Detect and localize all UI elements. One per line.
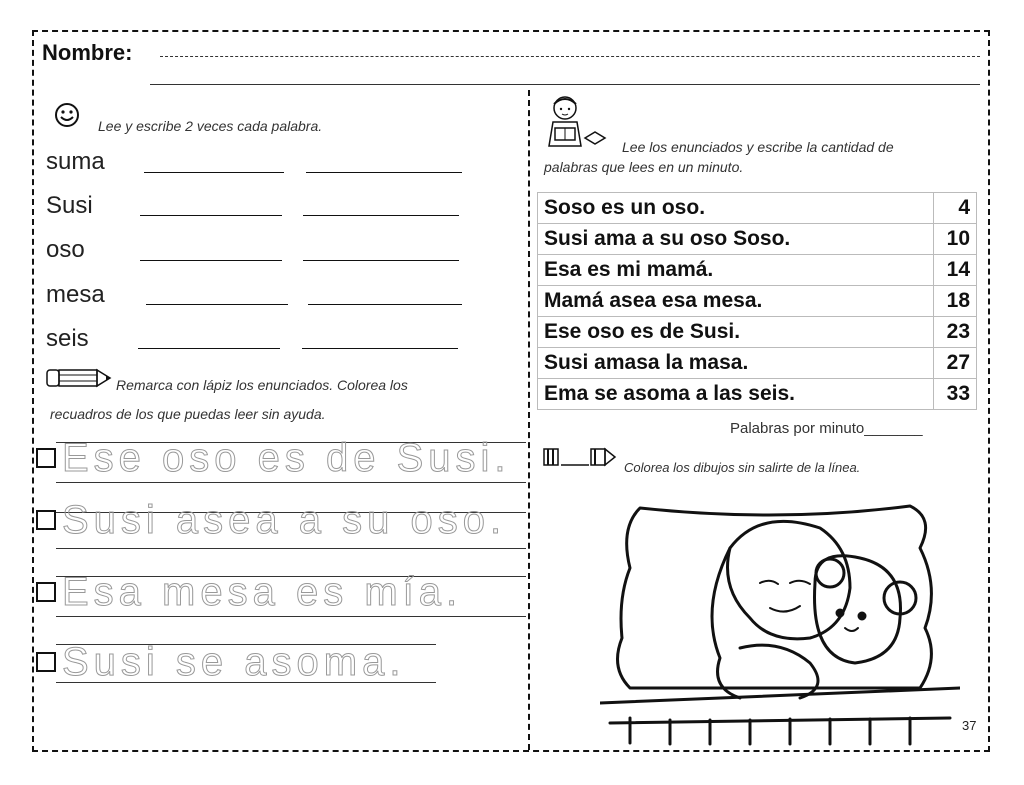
table-row [538, 286, 977, 317]
trace-row [36, 640, 526, 707]
coloring-picture[interactable] [600, 488, 960, 755]
word-count: 10 [934, 224, 977, 255]
checkbox[interactable] [36, 652, 56, 672]
checkbox[interactable] [36, 582, 56, 602]
table-row [538, 348, 977, 379]
name-line-dashed [160, 56, 980, 57]
blank-line[interactable] [303, 260, 459, 261]
instruction-trace-2: recuadros de los que puedas leer sin ayuda. [50, 406, 326, 422]
table-row [538, 379, 977, 410]
word-4: mesa [46, 281, 105, 308]
child-reading-icon [543, 94, 607, 152]
trace-sentence[interactable]: Susi asea a su oso. [62, 498, 507, 542]
table-row [538, 255, 977, 286]
instruction-read-count-2: palabras que lees en un minuto. [544, 159, 744, 175]
instruction-trace-1: Remarca con lápiz los enunciados. Colorea los [116, 377, 408, 393]
blank-line[interactable] [144, 172, 284, 173]
sentence-text: Esa es mi mamá. [538, 255, 934, 286]
word-count: 14 [934, 255, 977, 286]
trace-sentence[interactable]: Esa mesa es mía. [62, 570, 463, 614]
name-line-solid [150, 84, 980, 85]
table-row [538, 317, 977, 348]
sentence-text: Soso es un oso. [538, 193, 934, 224]
word-count: 27 [934, 348, 977, 379]
blank-line[interactable] [140, 215, 282, 216]
blank-line[interactable] [308, 304, 462, 305]
pencil-icon [46, 367, 112, 389]
instruction-read-count-1: Lee los enunciados y escribe la cantidad de [622, 139, 894, 155]
instruction-color: Colorea los dibujos sin salirte de la línea. [624, 460, 861, 475]
sentence-text: Ema se asoma a las seis. [538, 379, 934, 410]
checkbox[interactable] [36, 448, 56, 468]
checkbox[interactable] [36, 510, 56, 530]
trace-row [36, 436, 526, 503]
table-row [538, 224, 977, 255]
words-per-minute-label[interactable]: Palabras por minuto_______ [730, 420, 923, 437]
sentence-text: Susi amasa la masa. [538, 348, 934, 379]
word-count: 33 [934, 379, 977, 410]
crayon-icon [543, 446, 617, 468]
sentence-text: Susi ama a su oso Soso. [538, 224, 934, 255]
guide-line [56, 548, 526, 549]
trace-sentence[interactable]: Ese oso es de Susi. [62, 436, 511, 480]
word-count: 23 [934, 317, 977, 348]
trace-row [36, 498, 526, 565]
guide-line [56, 616, 526, 617]
word-3: oso [46, 236, 85, 263]
column-divider [528, 90, 530, 750]
sentence-text: Ese oso es de Susi. [538, 317, 934, 348]
blank-line[interactable] [303, 215, 459, 216]
trace-row [36, 570, 526, 637]
sentence-text: Mamá asea esa mesa. [538, 286, 934, 317]
blank-line[interactable] [140, 260, 282, 261]
blank-line[interactable] [306, 172, 462, 173]
word-2: Susi [46, 192, 93, 219]
name-label: Nombre: [42, 40, 133, 65]
table-row [538, 193, 977, 224]
trace-sentence[interactable]: Susi se asoma. [62, 640, 406, 684]
word-count: 4 [934, 193, 977, 224]
blank-line[interactable] [302, 348, 458, 349]
word-1: suma [46, 148, 105, 175]
word-count: 18 [934, 286, 977, 317]
instruction-read-write: Lee y escribe 2 veces cada palabra. [98, 118, 323, 134]
smiley-icon [54, 102, 80, 128]
blank-line[interactable] [138, 348, 280, 349]
sentence-table [537, 192, 977, 410]
word-5: seis [46, 325, 89, 352]
blank-line[interactable] [146, 304, 288, 305]
page-number: 37 [962, 718, 977, 733]
guide-line [56, 482, 526, 483]
